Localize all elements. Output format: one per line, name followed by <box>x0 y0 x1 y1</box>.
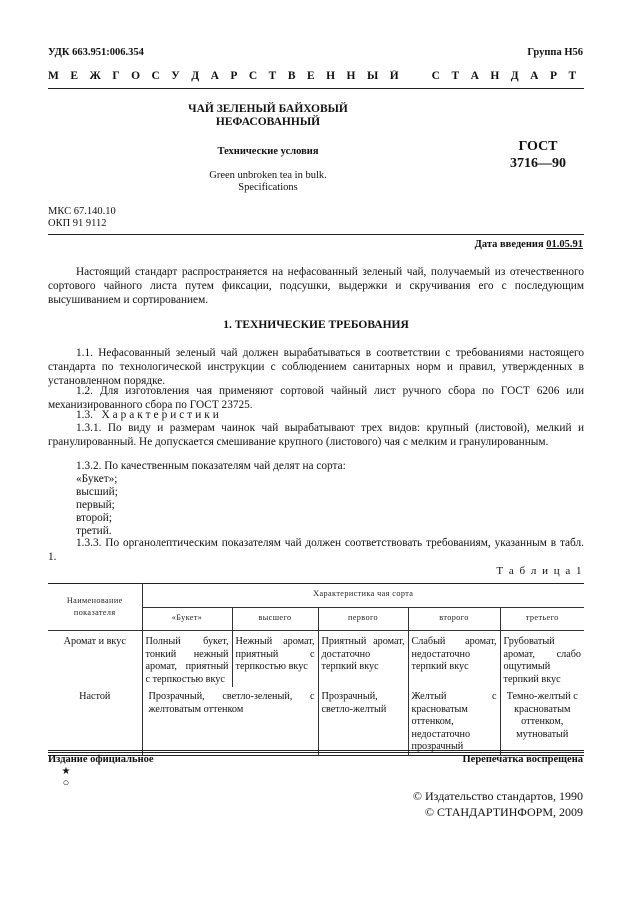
grade-item: второй; <box>76 512 112 524</box>
grade-item: высший; <box>76 486 118 498</box>
header-col-buket: «Букет» <box>142 607 232 631</box>
paragraph-1-3-number: 1.3. <box>76 409 93 421</box>
codes-rule <box>48 234 584 235</box>
footer-rule <box>48 750 584 753</box>
gost-label: ГОСТ <box>518 139 558 154</box>
header-col-third: третьего <box>525 612 559 622</box>
effective-date-value: 01.05.91 <box>546 239 583 250</box>
paragraph-1-2: 1.2. Для изготовления чая применяют сортовой чайный лист ручного сбора по ГОСТ 6206 или механизированного сбора по ГОСТ 23725. <box>48 385 584 411</box>
okp-code: ОКП 91 9112 <box>48 218 107 229</box>
paragraph-1-3-2: 1.3.2. По качественным показателям чай делят на сорта: <box>76 460 346 472</box>
effective-date <box>475 239 583 250</box>
gost-number: 3716—90 <box>510 156 566 171</box>
header-col-highest: высшего <box>232 607 318 631</box>
header-col-first: первого <box>318 607 408 631</box>
table-cell: Прозрачный, светло-желтый <box>318 687 408 755</box>
paragraph-1-3-3: 1.3.3. По органолептическим показателям чай должен соответствовать требованиям, указанным в табл. 1. <box>48 537 584 563</box>
section-heading: 1. ТЕХНИЧЕСКИЕ ТРЕБОВАНИЯ <box>223 319 409 331</box>
table-cell: Темно-желтый с красноватым оттенком, мутноватый <box>506 691 578 740</box>
paragraph-1-3-1: 1.3.1. По виду и размерам чаинок чай вырабатывают трех видов: крупный (листовой), мелкий и гранулированный. Не допускается смешивание крупного (листового) чая с мелким и гранулированным. <box>48 422 584 448</box>
characteristics-table <box>48 583 584 756</box>
grade-item: «Букет»; <box>76 473 118 485</box>
copyright-1: © Издательство стандартов, 1990 <box>412 789 583 803</box>
mks-code: МКС 67.140.10 <box>48 206 116 217</box>
header-grade-group: Характеристика чая сорта <box>142 584 584 608</box>
circle-icon: ○ <box>62 777 70 789</box>
official-edition: Издание официальное <box>48 754 154 765</box>
udk-code: УДК 663.951:006.354 <box>48 47 144 58</box>
paragraph-1-3 <box>76 408 222 422</box>
title-line-1: ЧАЙ ЗЕЛЕНЫЙ БАЙХОВЫЙ <box>188 103 348 115</box>
effective-date-label: Дата введения <box>474 239 544 250</box>
paragraph-1-3-title: Характеристики <box>101 409 222 421</box>
table-cell: Приятный аромат, достаточно терпкий вкус <box>318 631 408 688</box>
reprint-prohibited: Перепечатка воспрещена <box>462 754 583 765</box>
table-cell: Полный букет, тонкий нежный аромат, приятный с терпкостью вкус <box>142 631 232 688</box>
english-title-1: Green unbroken tea in bulk. <box>209 170 327 181</box>
english-title-2: Specifications <box>238 182 298 193</box>
group-code: Группа Н56 <box>527 47 583 58</box>
row-name-aroma: Аромат и вкус <box>48 631 142 688</box>
header-rule <box>48 88 584 89</box>
intro-paragraph: Настоящий стандарт распространяется на нефасованный зеленый чай, получаемый из отечественного сортового чайного листа путем фиксации, подсушки, выдержки и скручивания его с последующим высушиванием и сортированием. <box>48 266 584 306</box>
row-name-infusion: Настой <box>48 687 142 755</box>
header-indicator: Наименование показателя <box>48 584 142 631</box>
table-cell: Грубоватый аромат, слабо ощутимый терпкий вкус <box>503 636 581 685</box>
standard-type: М Е Ж Г О С У Д А Р С Т В Е Н Н Ы Й С Т А Н Д А Р Т <box>48 70 581 82</box>
grade-item: третий. <box>76 525 112 537</box>
copyright-2: © СТАНДАРТИНФОРМ, 2009 <box>424 805 583 819</box>
grade-item: первый; <box>76 499 115 511</box>
paragraph-1-1: 1.1. Нефасованный зеленый чай должен вырабатываться в соответствии с требованиями настоящего стандарта по технологической инструкции с соблюдением санитарных норм и правил, утвержденных в установленном порядке. <box>48 347 584 387</box>
table-caption: Т а б л и ц а 1 <box>496 565 583 577</box>
table-cell: Желтый с красноватым оттенком, недостаточно прозрачный <box>408 687 500 755</box>
table-cell: Слабый аромат, недостаточно терпкий вкус <box>408 631 500 688</box>
star-icon: ★ <box>61 766 71 777</box>
header-col-second: второго <box>408 607 500 631</box>
subtitle: Технические условия <box>217 146 319 157</box>
table-cell: Нежный аромат, приятный с терпкостью вкус <box>232 631 318 688</box>
title-line-2: НЕФАСОВАННЫЙ <box>215 116 321 128</box>
table-cell-merged: Прозрачный, светло-зеленый, с желтоватым оттенком <box>142 687 318 755</box>
